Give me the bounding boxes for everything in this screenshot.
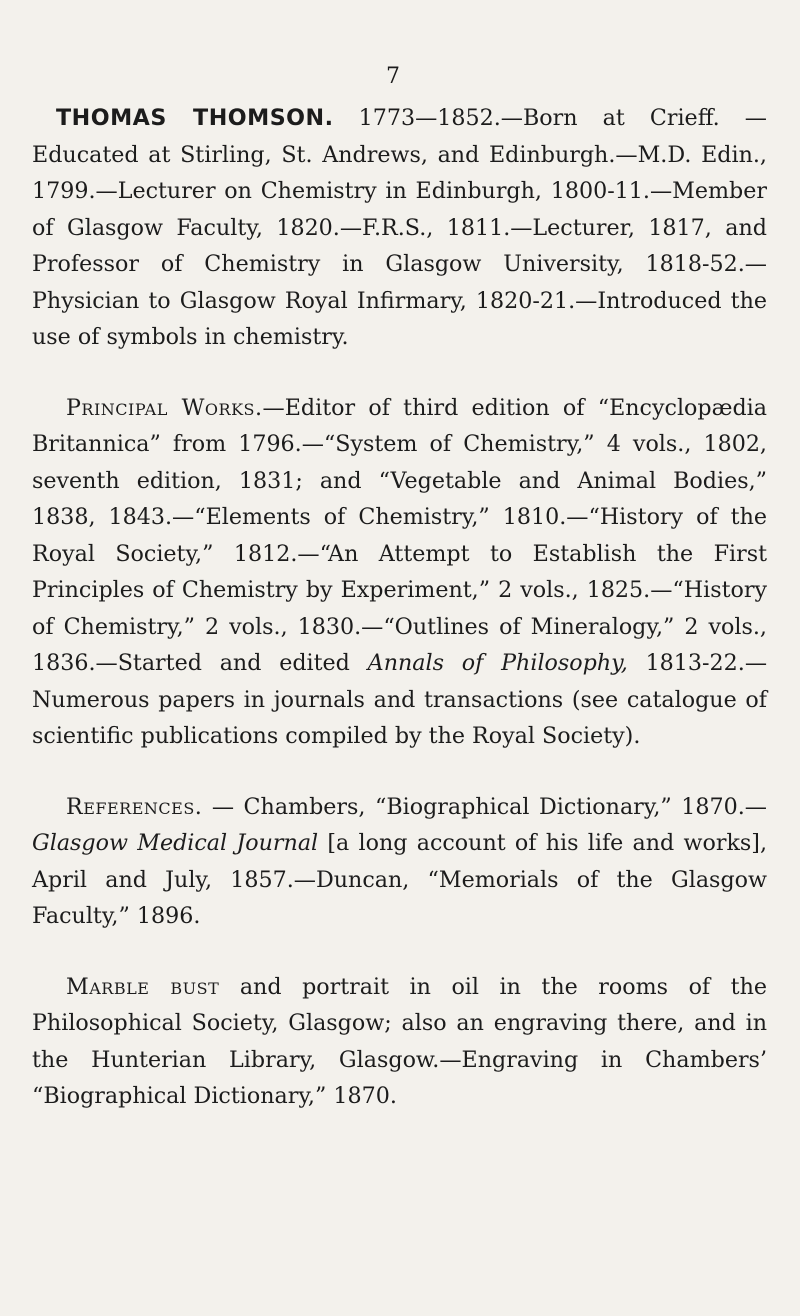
marble-bust-text: and portrait in oil in the rooms of the Philosophical Society, Glasgow; also an engraving there, and in the Hunterian Library, Glasgow.—Engraving in Chambers’ “Biographical Dictionary,” 1870. [32,973,767,1109]
biography-text: 1773—1852.—Born at Crieff. —Educated at Stirling, St. Andrews, and Edinburgh.—M.D. Edin., 1799.—Lecturer on Chemistry in Edinburgh, 1800-11.—Member of Glasgow Faculty, 1820.—F.R.S., 1811.—Lecturer, 1817, and Professor of Chemistry in Glasgow University, 1818-52.—Physician to Glasgow Royal Infirmary, 1820-21.—Introduced the use of symbols in chemistry. [32,105,767,350]
references-paragraph [32,789,767,935]
page-content [32,100,767,1115]
page-number: 7 [386,64,400,89]
journal-title: Glasgow Medical Journal [32,830,319,856]
references-text-2: [a long account of his life and works], April and July, 1857.—Duncan, “Memorials of the Glasgow Faculty,” 1896. [32,830,767,929]
subject-name: THOMAS THOMSON. [56,105,334,131]
principal-works-text-1: —Editor of third edition of “Encyclopædia Britannica” from 1796.—“System of Chemistry,” 4 vols., 1802, seventh edition, 1831; and “Vegetable and Animal Bodies,” 1838, 1843.—“Elements of Chemistry,” 1810.—“History of the Royal Society,” 1812.—“An Attempt to Establish the First Principles of Chemistry by Experiment,” 2 vols., 1825.—“History of Chemistry,” 2 vols., 1830.—“Outlines of Mineralogy,” 2 vols., 1836.—Started and edited [32,394,767,676]
annals-title: Annals of Philosophy, [367,650,628,676]
principal-works-text-2: 1813-22.—Numerous papers in journals and transactions (see catalogue of scientific publications compiled by the Royal Society). [32,650,768,749]
references-text-1: — Chambers, “Biographical Dictionary,” 1870.— [202,793,767,820]
marble-bust-heading: Marble bust [66,973,220,1000]
principal-works-paragraph [32,390,767,755]
marble-bust-paragraph [32,969,767,1115]
references-heading: References. [66,793,203,820]
principal-works-heading: Principal Works. [66,394,263,421]
biography-paragraph [32,100,767,356]
